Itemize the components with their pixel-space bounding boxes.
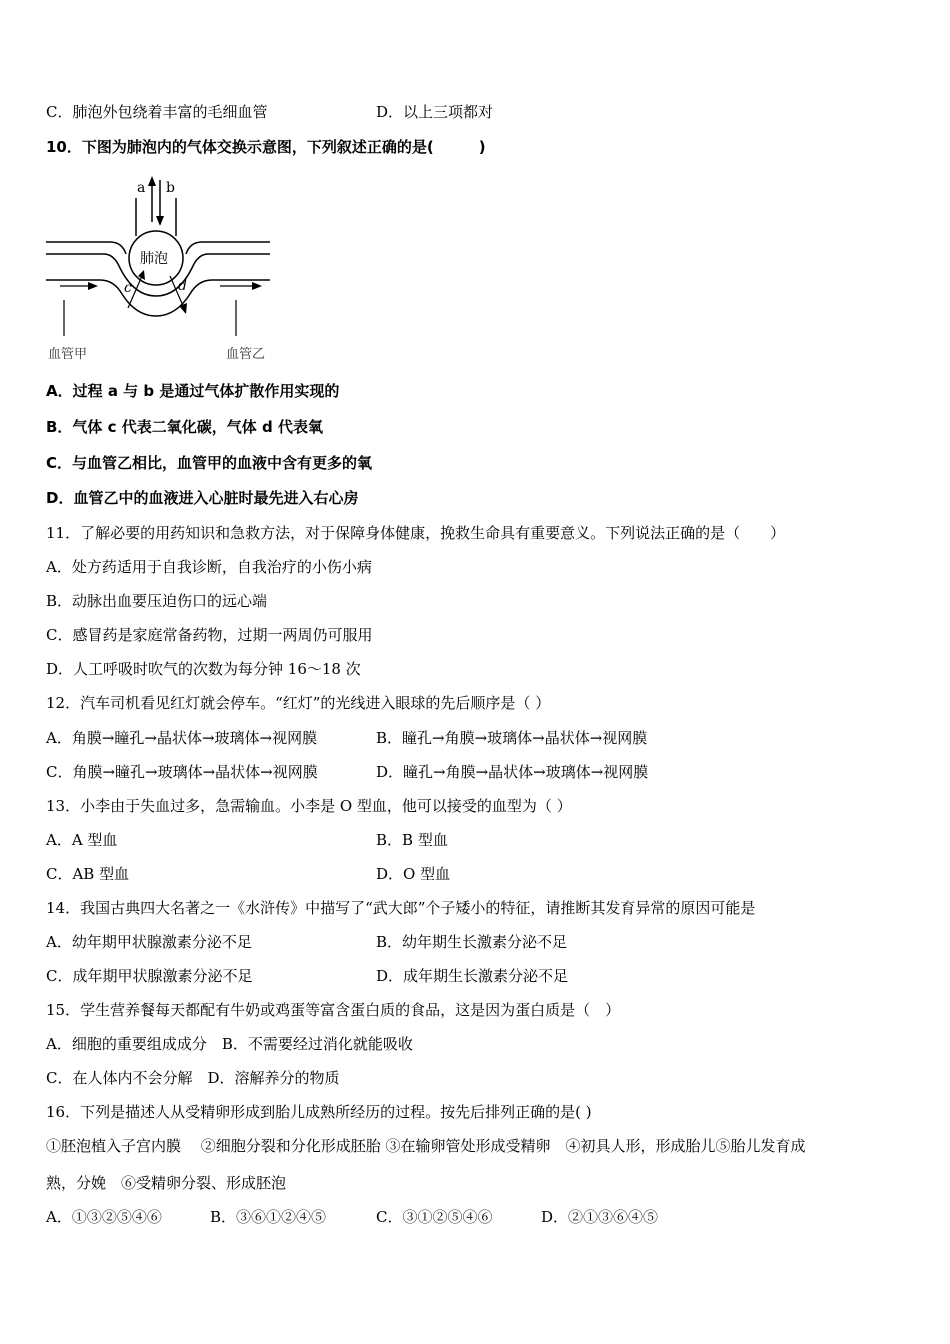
vessel-left-label: 血管甲 — [48, 347, 88, 362]
arrow-b-head — [156, 216, 164, 226]
q10-option-a: A．过程 a 与 b 是通过气体扩散作用实现的 — [46, 382, 340, 400]
q15-stem: 15．学生营养餐每天都配有牛奶或鸡蛋等富含蛋白质的食品，这是因为蛋白质是（ ） — [46, 1001, 621, 1019]
q16-option-a: A．①③②⑤④⑥ — [46, 1208, 162, 1226]
q11-option-d: D．人工呼吸时吹气的次数为每分钟 16～18 次 — [46, 660, 361, 678]
q11-option-b: B．动脉出血要压迫伤口的远心端 — [46, 592, 268, 610]
q14-option-c: C．成年期甲状腺激素分泌不足 — [46, 967, 253, 985]
q11-option-a: A．处方药适用于自我诊断，自我治疗的小伤小病 — [46, 558, 372, 576]
q16-option-c: C．③①②⑤④⑥ — [376, 1208, 493, 1226]
q15-options-ab: A．细胞的重要组成成分 B．不需要经过消化就能吸收 — [46, 1035, 413, 1053]
q16-option-b: B．③⑥①②④⑤ — [210, 1208, 327, 1226]
q14-option-a: A．幼年期甲状腺激素分泌不足 — [46, 933, 252, 951]
q16-stem: 16．下列是描述人从受精卵形成到胎儿成熟所经历的过程。按先后排列正确的是( ) — [46, 1103, 592, 1121]
q13-option-b: B．B 型血 — [376, 831, 448, 849]
q11-stem: 11．了解必要的用药知识和急救方法，对于保障身体健康，挽救生命具有重要意义。下列说法正确的是（ ） — [46, 524, 786, 542]
label-b: b — [166, 180, 175, 196]
q12-option-d: D．瞳孔→角膜→晶状体→玻璃体→视网膜 — [376, 763, 649, 781]
q13-stem: 13．小李由于失血过多，急需输血。小李是 O 型血，他可以接受的血型为（ ） — [46, 797, 572, 815]
label-c: c — [124, 280, 132, 296]
q13-option-a: A．A 型血 — [46, 831, 118, 849]
label-a: a — [137, 180, 146, 196]
q12-option-b: B．瞳孔→角膜→玻璃体→晶状体→视网膜 — [376, 729, 648, 747]
q12-stem: 12．汽车司机看见红灯就会停车。“红灯”的光线进入眼球的先后顺序是（ ） — [46, 694, 551, 712]
q15-options-cd: C．在人体内不会分解 D．溶解养分的物质 — [46, 1069, 340, 1087]
q13-option-d: D．O 型血 — [376, 865, 451, 883]
q10-option-b: B．气体 c 代表二氧化碳，气体 d 代表氧 — [46, 418, 323, 436]
q10-option-d: D．血管乙中的血液进入心脏时最先进入右心房 — [46, 489, 359, 507]
q16-steps-line2: 熟，分娩 ⑥受精卵分裂、形成胚泡 — [46, 1174, 287, 1192]
q9-option-d: D．以上三项都对 — [376, 103, 494, 121]
alveolus-label: 肺泡 — [140, 251, 168, 267]
alveolus-gas-exchange-diagram — [44, 172, 284, 372]
q12-option-a: A．角膜→瞳孔→晶状体→玻璃体→视网膜 — [46, 729, 318, 747]
q9-option-c: C．肺泡外包绕着丰富的毛细血管 — [46, 103, 268, 121]
q14-stem: 14．我国古典四大名著之一《水浒传》中描写了“武大郎”个子矮小的特征，请推断其发育异常的原因可能是 — [46, 899, 756, 917]
q10-option-c: C．与血管乙相比，血管甲的血液中含有更多的氧 — [46, 454, 373, 472]
q11-option-c: C．感冒药是家庭常备药物，过期一两周仍可服用 — [46, 626, 373, 644]
q12-option-c: C．角膜→瞳孔→玻璃体→晶状体→视网膜 — [46, 763, 318, 781]
arrow-a-head — [148, 176, 156, 186]
q14-option-d: D．成年期生长激素分泌不足 — [376, 967, 569, 985]
vessel-right-label: 血管乙 — [226, 347, 266, 362]
q16-steps-line1: ①胚泡植入子宫内膜 ②细胞分裂和分化形成胚胎 ③在输卵管处形成受精卵 ④初具人形，形成胎儿⑤胎儿发育成 — [46, 1137, 806, 1155]
q13-option-c: C．AB 型血 — [46, 865, 130, 883]
q10-stem: 10．下图为肺泡内的气体交换示意图，下列叙述正确的是( ) — [46, 138, 486, 156]
vessel-upper-wall-right — [186, 242, 270, 254]
vessel-upper-wall-left — [46, 242, 126, 254]
q16-option-d: D．②①③⑥④⑤ — [541, 1208, 659, 1226]
label-d: d — [178, 278, 187, 294]
q14-option-b: B．幼年期生长激素分泌不足 — [376, 933, 568, 951]
